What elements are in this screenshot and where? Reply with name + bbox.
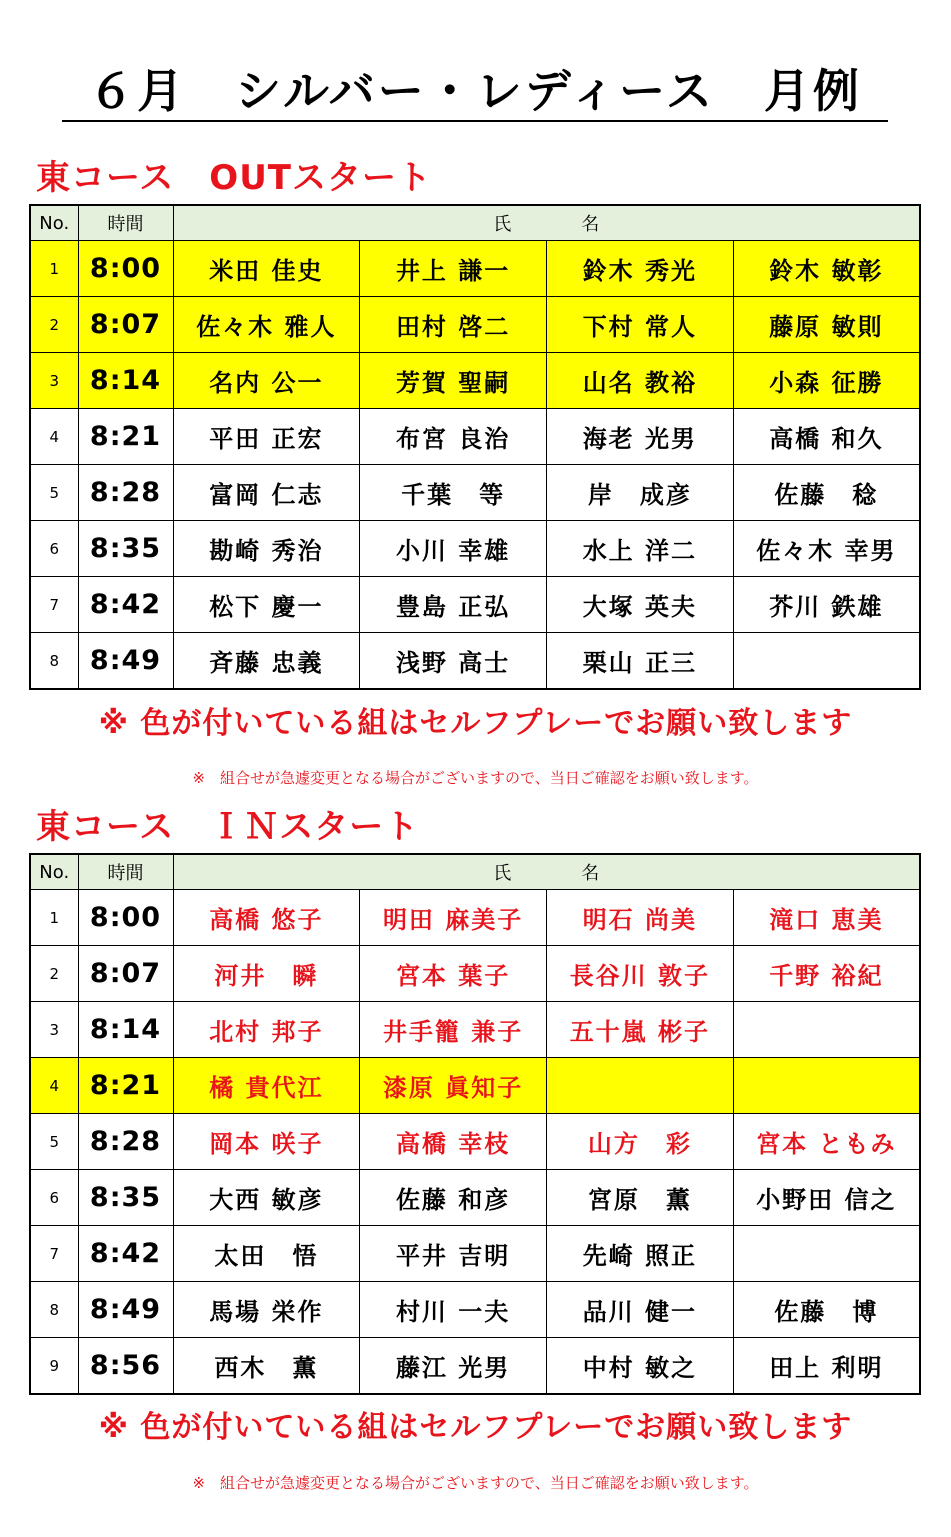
player-name: 佐藤 和彦 <box>360 1170 547 1226</box>
tee-time: 8:49 <box>78 1282 173 1338</box>
player-name: 橘 貴代江 <box>173 1058 360 1114</box>
player-name: 岸 成彦 <box>547 465 734 521</box>
player-name: 布宮 良治 <box>360 409 547 465</box>
tee-time: 8:14 <box>78 1002 173 1058</box>
table-header-row <box>30 205 920 241</box>
tee-time-table-in <box>29 853 921 1395</box>
group-number: 1 <box>30 241 78 297</box>
player-name: 品川 健一 <box>547 1282 734 1338</box>
table-row <box>30 1114 920 1170</box>
group-number: 6 <box>30 521 78 577</box>
table-header-row <box>30 854 920 890</box>
change-subnote-out: ※ 組合せが急遽変更となる場合がございますので、当日ご確認をお願い致します。 <box>192 769 759 787</box>
table-body-in <box>30 890 920 1395</box>
header-name-1: 氏 <box>493 863 512 884</box>
group-number: 5 <box>30 1114 78 1170</box>
header-time: 時間 <box>78 205 173 241</box>
player-name: 井上 謙一 <box>360 241 547 297</box>
player-name <box>733 633 920 690</box>
player-name: 鈴木 敏彰 <box>733 241 920 297</box>
table-row <box>30 297 920 353</box>
player-name: 芥川 鉄雄 <box>733 577 920 633</box>
player-name <box>733 1226 920 1282</box>
tee-time: 8:00 <box>78 890 173 946</box>
tee-time: 8:42 <box>78 1226 173 1282</box>
player-name: 下村 常人 <box>547 297 734 353</box>
table-row <box>30 353 920 409</box>
group-number: 3 <box>30 353 78 409</box>
player-name: 馬場 栄作 <box>173 1282 360 1338</box>
table-row <box>30 241 920 297</box>
player-name: 漆原 眞知子 <box>360 1058 547 1114</box>
player-name: 長谷川 敦子 <box>547 946 734 1002</box>
group-number: 9 <box>30 1338 78 1395</box>
player-name: 藤江 光男 <box>360 1338 547 1395</box>
change-subnote-in: ※ 組合せが急遽変更となる場合がございますので、当日ご確認をお願い致します。 <box>192 1474 759 1492</box>
player-name: 中村 敏之 <box>547 1338 734 1395</box>
player-name: 明石 尚美 <box>547 890 734 946</box>
player-name: 河井 瞬 <box>173 946 360 1002</box>
tee-time: 8:56 <box>78 1338 173 1395</box>
tee-time: 8:00 <box>78 241 173 297</box>
tee-time: 8:35 <box>78 521 173 577</box>
player-name: 西木 薫 <box>173 1338 360 1395</box>
player-name: 千野 裕紀 <box>733 946 920 1002</box>
player-name: 平井 吉明 <box>360 1226 547 1282</box>
player-name: 斉藤 忠義 <box>173 633 360 690</box>
player-name: 高橋 和久 <box>733 409 920 465</box>
player-name: 村川 一夫 <box>360 1282 547 1338</box>
table-row <box>30 1002 920 1058</box>
player-name: 小川 幸雄 <box>360 521 547 577</box>
player-name: 明田 麻美子 <box>360 890 547 946</box>
player-name: 富岡 仁志 <box>173 465 360 521</box>
table-row <box>30 465 920 521</box>
player-name: 栗山 正三 <box>547 633 734 690</box>
header-name-2: 名 <box>581 214 600 235</box>
tee-time: 8:07 <box>78 297 173 353</box>
table-row <box>30 1226 920 1282</box>
player-name: 田上 利明 <box>733 1338 920 1395</box>
section-title-out: 東コース OUTスタート <box>36 158 433 198</box>
player-name: 米田 佳史 <box>173 241 360 297</box>
table-row <box>30 1338 920 1395</box>
player-name <box>547 1058 734 1114</box>
player-name: 勘崎 秀治 <box>173 521 360 577</box>
player-name: 宮本 葉子 <box>360 946 547 1002</box>
player-name: 滝口 恵美 <box>733 890 920 946</box>
player-name: 佐藤 稔 <box>733 465 920 521</box>
player-name <box>733 1002 920 1058</box>
player-name: 井手籠 兼子 <box>360 1002 547 1058</box>
player-name: 小野田 信之 <box>733 1170 920 1226</box>
player-name: 先崎 照正 <box>547 1226 734 1282</box>
player-name: 山方 彩 <box>547 1114 734 1170</box>
table-row <box>30 1058 920 1114</box>
section-title-in: 東コース ＩＮスタート <box>36 807 420 847</box>
tee-time: 8:21 <box>78 409 173 465</box>
self-play-notice-out: ※ 色が付いている組はセルフプレーでお願い致します <box>98 706 853 741</box>
table-row <box>30 633 920 690</box>
player-name: 宮本 ともみ <box>733 1114 920 1170</box>
tee-time: 8:28 <box>78 465 173 521</box>
table-body-out <box>30 241 920 690</box>
player-name: 宮原 薫 <box>547 1170 734 1226</box>
player-name: 岡本 咲子 <box>173 1114 360 1170</box>
table-row <box>30 409 920 465</box>
header-time: 時間 <box>78 854 173 890</box>
group-number: 4 <box>30 1058 78 1114</box>
header-name <box>173 854 920 890</box>
player-name: 大塚 英夫 <box>547 577 734 633</box>
group-number: 7 <box>30 1226 78 1282</box>
table-row <box>30 946 920 1002</box>
self-play-notice-in: ※ 色が付いている組はセルフプレーでお願い致します <box>98 1410 853 1445</box>
player-name: 高橋 幸枝 <box>360 1114 547 1170</box>
page-title: ６月 シルバー・レディース 月例 <box>62 62 888 122</box>
tee-time: 8:49 <box>78 633 173 690</box>
player-name: 名内 公一 <box>173 353 360 409</box>
player-name: 高橋 悠子 <box>173 890 360 946</box>
header-name-2: 名 <box>581 863 600 884</box>
header-name-1: 氏 <box>493 214 512 235</box>
tee-time: 8:21 <box>78 1058 173 1114</box>
player-name: 山名 教裕 <box>547 353 734 409</box>
player-name: 大西 敏彦 <box>173 1170 360 1226</box>
player-name: 豊島 正弘 <box>360 577 547 633</box>
player-name: 海老 光男 <box>547 409 734 465</box>
table-row <box>30 577 920 633</box>
group-number: 6 <box>30 1170 78 1226</box>
group-number: 2 <box>30 297 78 353</box>
player-name: 佐藤 博 <box>733 1282 920 1338</box>
player-name: 小森 征勝 <box>733 353 920 409</box>
player-name: 浅野 高士 <box>360 633 547 690</box>
tee-time: 8:14 <box>78 353 173 409</box>
player-name: 千葉 等 <box>360 465 547 521</box>
group-number: 4 <box>30 409 78 465</box>
group-number: 1 <box>30 890 78 946</box>
group-number: 8 <box>30 1282 78 1338</box>
player-name: 松下 慶一 <box>173 577 360 633</box>
player-name: 五十嵐 彬子 <box>547 1002 734 1058</box>
table-row <box>30 1170 920 1226</box>
player-name: 藤原 敏則 <box>733 297 920 353</box>
group-number: 5 <box>30 465 78 521</box>
player-name: 田村 啓二 <box>360 297 547 353</box>
header-no: No. <box>30 205 78 241</box>
player-name: 鈴木 秀光 <box>547 241 734 297</box>
player-name: 平田 正宏 <box>173 409 360 465</box>
player-name: 北村 邦子 <box>173 1002 360 1058</box>
player-name: 太田 悟 <box>173 1226 360 1282</box>
player-name: 佐々木 幸男 <box>733 521 920 577</box>
group-number: 3 <box>30 1002 78 1058</box>
table-row <box>30 890 920 946</box>
group-number: 7 <box>30 577 78 633</box>
tee-time: 8:07 <box>78 946 173 1002</box>
header-no: No. <box>30 854 78 890</box>
player-name: 佐々木 雅人 <box>173 297 360 353</box>
table-row <box>30 1282 920 1338</box>
tee-time: 8:35 <box>78 1170 173 1226</box>
player-name: 水上 洋二 <box>547 521 734 577</box>
table-row <box>30 521 920 577</box>
tee-time-table-out <box>29 204 921 690</box>
group-number: 2 <box>30 946 78 1002</box>
player-name <box>733 1058 920 1114</box>
tee-time: 8:28 <box>78 1114 173 1170</box>
header-name <box>173 205 920 241</box>
tee-time: 8:42 <box>78 577 173 633</box>
group-number: 8 <box>30 633 78 690</box>
player-name: 芳賀 聖嗣 <box>360 353 547 409</box>
